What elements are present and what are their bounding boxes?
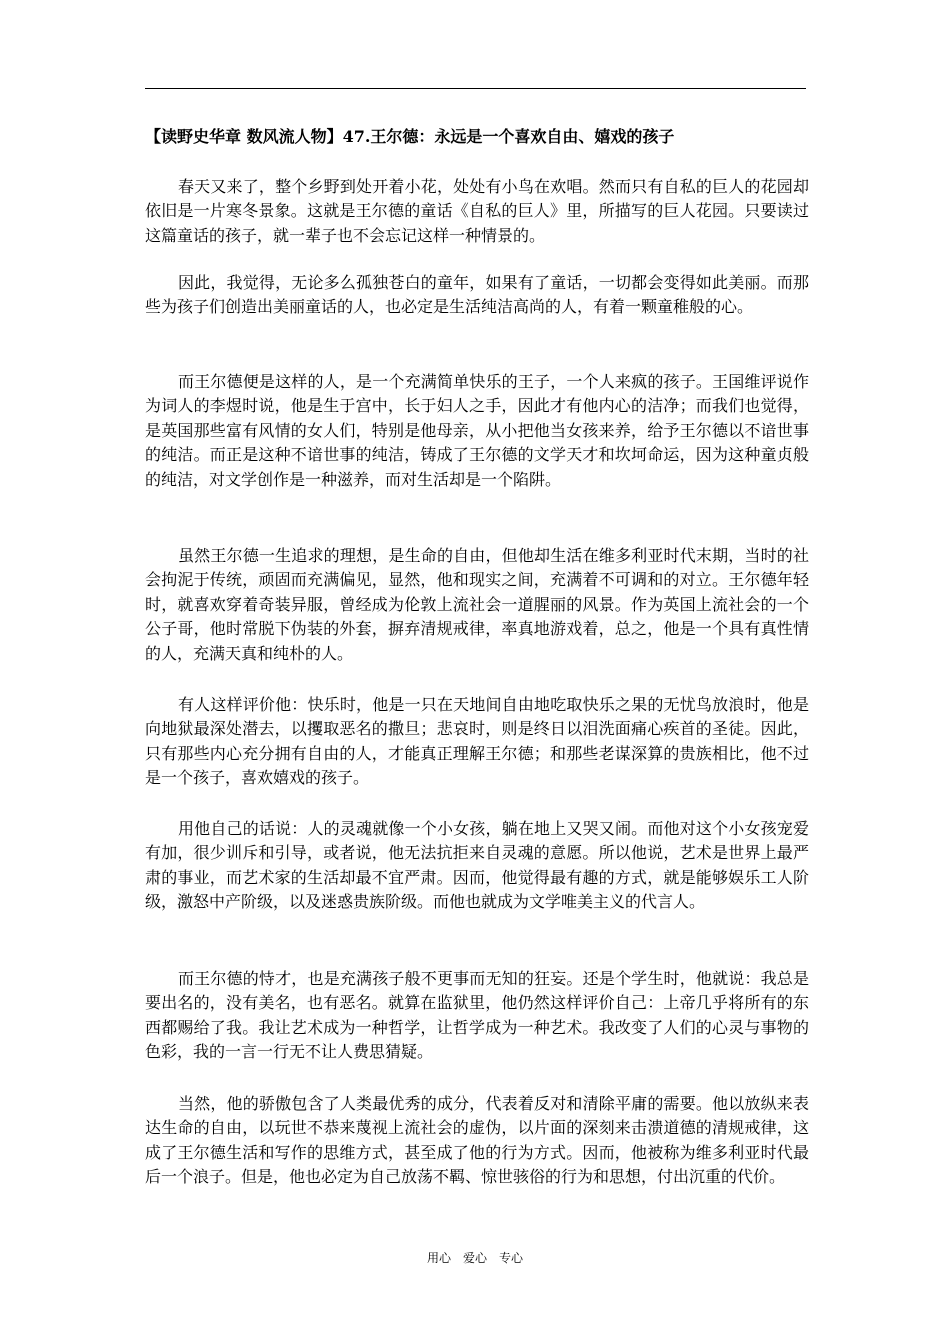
paragraph-3: 而王尔德便是这样的人，是一个充满简单快乐的王子，一个人来疯的孩子。王国维评说作为词人的李煜时说，他是生于宫中，长于妇人之手，因此才有他内心的洁净；而我们也觉得，是英国那些富有风情的女人们，特别是他母亲，从小把他当女孩来养，给予王尔德以不谙世事的纯洁。而正是这种不谙世事的纯洁，铸成了王尔德的文学天才和坎坷命运，因为这种童贞般的纯洁，对文学创作是一种滋养，而对生活却是一个陷阱。 <box>145 372 809 489</box>
header-rule <box>145 88 806 89</box>
paragraph-1: 春天又来了，整个乡野到处开着小花，处处有小鸟在欢唱。然而只有自私的巨人的花园却依旧是一片寒冬景象。这就是王尔德的童话《自私的巨人》里，所描写的巨人花园。只要读过这篇童话的孩子，就一辈子也不会忘记这样一种情景的。 <box>145 177 809 245</box>
paragraph-2: 因此，我觉得，无论多么孤独苍白的童年，如果有了童话，一切都会变得如此美丽。而那些为孩子们创造出美丽童话的人，也必定是生活纯洁高尚的人，有着一颗童稚般的心。 <box>145 273 809 317</box>
paragraph-4: 虽然王尔德一生追求的理想，是生命的自由，但他却生活在维多利亚时代末期，当时的社会拘泥于传统，顽固而充满偏见，显然，他和现实之间，充满着不可调和的对立。王尔德年轻时，就喜欢穿着奇装异服，曾经成为伦敦上流社会一道腥丽的风景。作为英国上流社会的一个公子哥，他时常脱下伪装的外套，摒弃清规戒律，率真地游戏着，总之，他是一个具有真性情的人，充满天真和纯朴的人。 <box>145 546 809 663</box>
page-footer: 用心 爱心 专心 <box>426 1251 523 1265</box>
paragraph-5: 有人这样评价他：快乐时，他是一只在天地间自由地吃取快乐之果的无忧鸟放浪时，他是向地狱最深处潜去，以攫取恶名的撒旦；悲哀时，则是终日以泪洗面痛心疾首的圣徒。因此，只有那些内心充分拥有自由的人，才能真正理解王尔德；和那些老谋深算的贵族相比，他不过是一个孩子，喜欢嬉戏的孩子。 <box>145 695 809 788</box>
paragraph-6: 用他自己的话说：人的灵魂就像一个小女孩，躺在地上又哭又闹。而他对这个小女孩宠爱有加，很少训斥和引导，或者说，他无法抗拒来自灵魂的意愿。所以他说，艺术是世界上最严肃的事业，而艺术家的生活却最不宜严肃。因而，他觉得最有趣的方式，就是能够娱乐工人阶级，激怒中产阶级，以及迷惑贵族阶级。而他也就成为文学唯美主义的代言人。 <box>145 819 809 912</box>
paragraph-7: 而王尔德的恃才，也是充满孩子般不更事而无知的狂妄。还是个学生时，他就说：我总是要出名的，没有美名，也有恶名。就算在监狱里，他仍然这样评价自己：上帝几乎将所有的东西都赐给了我。我让艺术成为一种哲学，让哲学成为一种艺术。我改变了人们的心灵与事物的色彩，我的一言一行无不让人费思猜疑。 <box>145 969 809 1062</box>
paragraph-8: 当然，他的骄傲包含了人类最优秀的成分，代表着反对和清除平庸的需要。他以放纵来表达生命的自由，以玩世不恭来蔑视上流社会的虚伪，以片面的深刻来击溃道德的清规戒律，这成了王尔德生活和写作的思维方式，甚至成了他的行为方式。因而，他被称为维多利亚时代最后一个浪子。但是，他也必定为自己放荡不羁、惊世骇俗的行为和思想，付出沉重的代价。 <box>145 1094 809 1187</box>
article-title: 【读野史华章 数风流人物】47.王尔德：永远是一个喜欢自由、嬉戏的孩子 <box>145 127 675 146</box>
